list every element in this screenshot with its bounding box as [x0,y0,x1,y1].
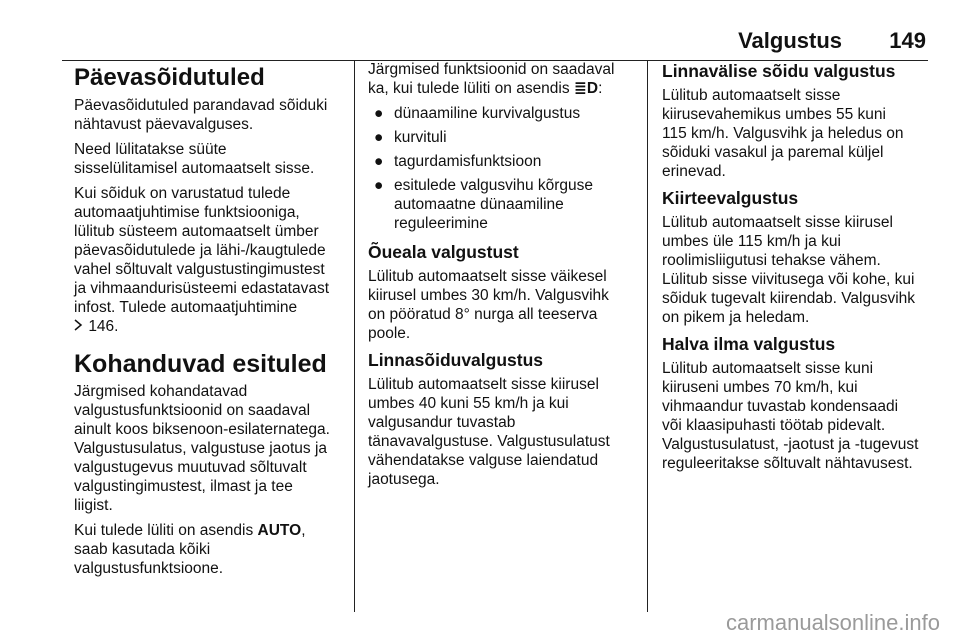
heading-halva-ilma-valgustus: Halva ilma valgustus [662,334,836,354]
headlight-switch-symbol-icon: ≣D [573,80,599,97]
column-left [74,60,344,612]
paragraph: Lülitub automaatselt sisse kiirusel umbes 40 kuni 55 km/h ja kui valgusandur tuvastab tänavavalgustuse. Valgustusulatust vähendatakse valguse laiendatud jaotusega. [368,376,610,488]
bullet-icon: ● [374,129,384,146]
heading-linnavalise-soidu-valgustus: Linnavälise sõidu valgustus [662,61,896,81]
watermark: carmanualsonline.info [725,610,940,635]
list-item [368,128,630,147]
heading-paevasoidutuled: Päevasõidutuled [74,64,265,91]
paragraph-text: Kui sõiduk on varustatud tulede automaatjuhtimise funktsiooniga, lülitub süsteem automaatselt ümber päevasõidutulede ja lähi-/kaugtulede vahel sõltuvalt valgustustingimustest ja vihmaandurisüsteemi edastatavast infost. Tulede automaatjuhtimine [74,185,330,316]
heading-oueala-valgustust: Õueala valgustust [368,242,519,262]
paragraph-text: Järgmised funktsioonid on saadaval ka, kui tulede lüliti on asendis [368,61,615,97]
paragraph: Lülitub automaatselt sisse kiirusel umbes üle 115 km/h ja kui roolimisliigutusi tehakse vähem. Lülitub sisse viivitusega või kohe, kui sõiduk tugevalt kiirendab. Valgusvihk on pikem ja heledam. [662,214,916,326]
bullet-icon: ● [374,177,384,194]
list-item [368,104,630,123]
column-divider [354,60,355,612]
paragraph-with-reference [74,184,344,336]
paragraph-text: , saab kasutada kõiki valgustusfunktsioone. [74,522,306,577]
paragraph: Lülitub automaatselt sisse kiirusevahemikus umbes 55 kuni 115 km/h. Valgusvihk ja heledus on sõiduki vasakul ja paremal küljel erinevad. [662,87,904,180]
page-reference-arrow-icon [74,317,84,336]
auto-label: AUTO [257,522,302,539]
paragraph: Järgmised kohandatavad valgustusfunktsioonid on saadaval ainult koos biksenoon-esilaternatega. Valgustusulatus, valgustuse jaotus ja valgustugevus muutuvad sõltuvalt valgustingimustest, ilmast ja tee liigist. [74,383,330,514]
paragraph-auto [74,521,344,578]
heading-linnasoiduvalgustus: Linnasõiduvalgustus [368,350,544,370]
section-title: Valgustus [738,28,842,53]
column-middle [368,60,630,612]
paragraph: Päevasõidutuled parandavad sõiduki nähtavust päevavalguses. [74,97,328,133]
page-reference-link[interactable]: 146. [88,318,119,335]
function-list [368,104,630,233]
bullet-icon: ● [374,105,384,122]
paragraph: Lülitub automaatselt sisse kuni kiiruseni umbes 70 km/h, kui vihmaandur tuvastab kondensaadi või klaasipuhasti töötab pidevalt. Valgustusulatust, -jaotust ja -tugevust reguleeritakse sõltuvalt nähtavusest. [662,360,919,472]
paragraph-intro [368,60,630,98]
list-item [368,176,630,233]
paragraph-text: : [598,80,603,97]
page-number: 149 [889,28,926,53]
bullet-icon: ● [374,153,384,170]
list-item-text: kurvituli [394,129,447,146]
list-item-text: dünaamiline kurvivalgustus [394,105,581,122]
list-item-text: esitulede valgusvihu kõrguse automaatne dünaamiline reguleerimine [394,177,594,232]
column-divider [647,60,648,612]
list-item [368,152,630,171]
page-header [62,20,928,61]
heading-kiirteevalgustus: Kiirteevalgustus [662,188,799,208]
paragraph: Need lülitatakse süüte sisselülitamisel automaatselt sisse. [74,141,315,177]
heading-kohanduvad-esituled: Kohanduvad esituled [74,350,327,378]
paragraph-text: Kui tulede lüliti on asendis [74,522,258,539]
column-right [662,60,928,612]
paragraph: Lülitub automaatselt sisse väikesel kiirusel umbes 30 km/h. Valgusvihk on pööratud 8° nurga all teeserva poole. [368,268,609,342]
list-item-text: tagurdamisfunktsioon [394,153,542,170]
